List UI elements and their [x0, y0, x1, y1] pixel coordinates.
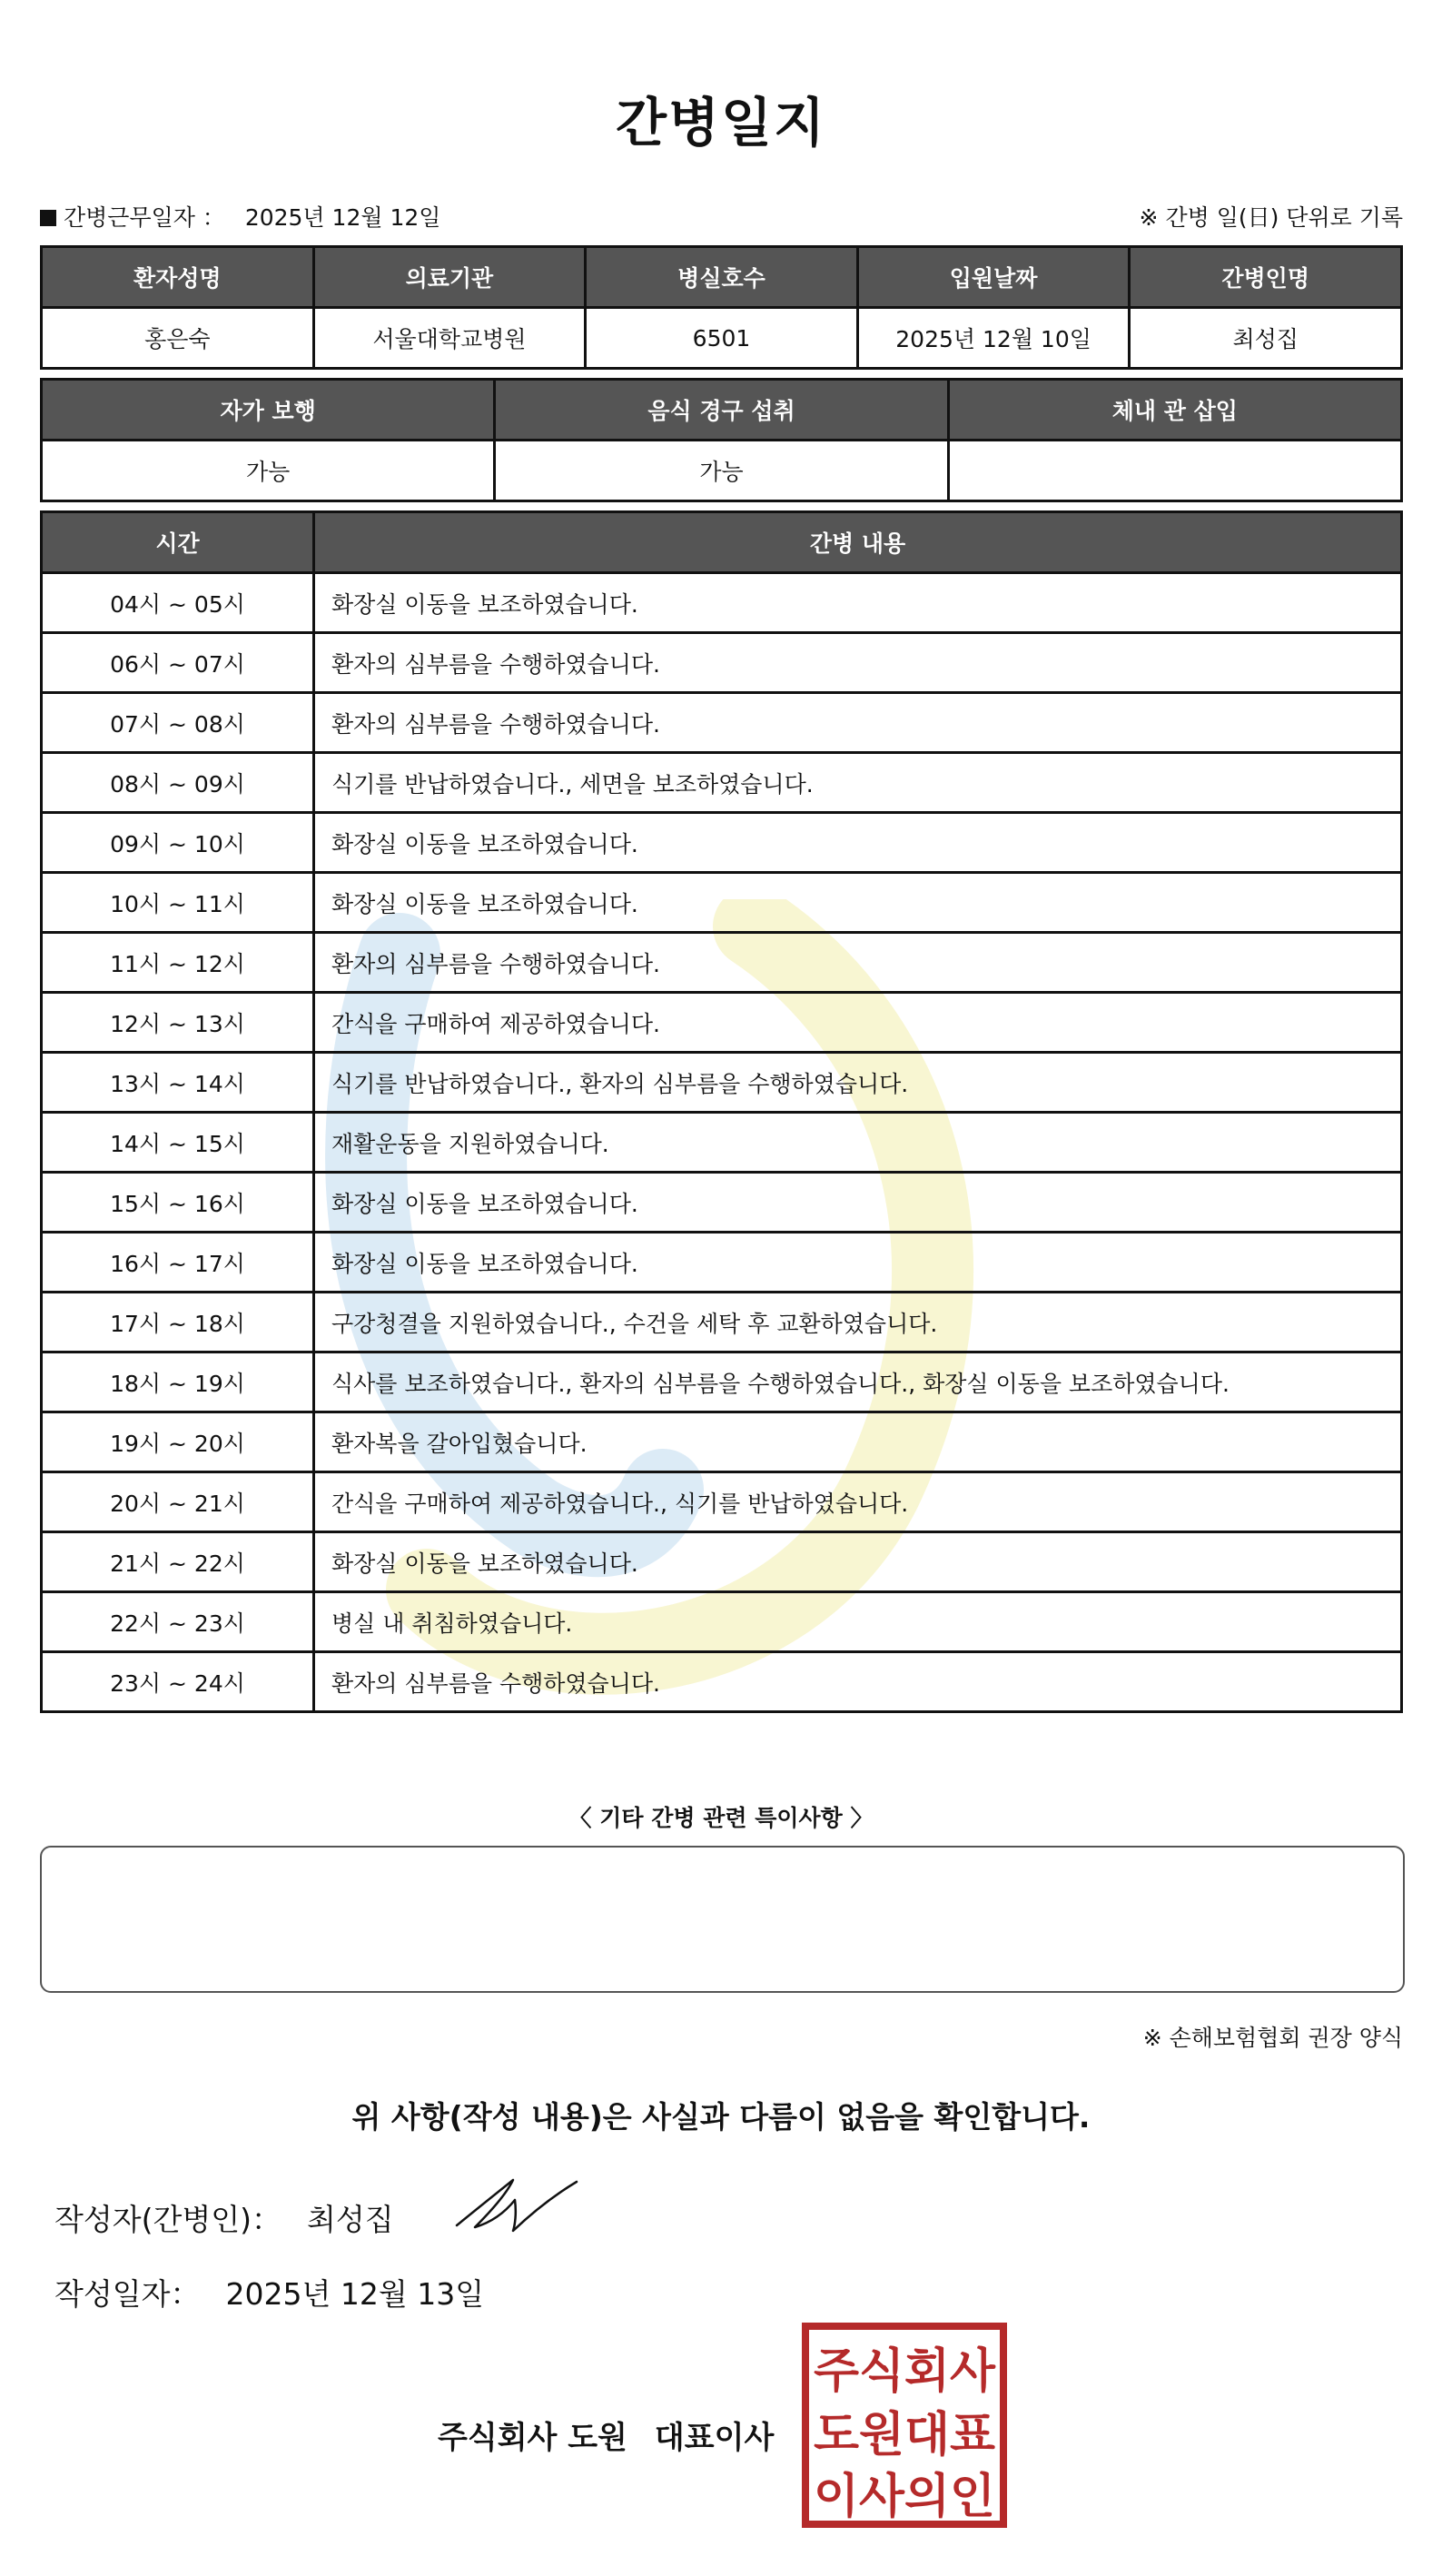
table-row [42, 1412, 1402, 1472]
self-walking-value: 가능 [42, 441, 495, 501]
table-row [42, 753, 1402, 813]
row-content: 식기를 반납하였습니다., 환자의 심부름을 수행하였습니다. [314, 1053, 1402, 1113]
header-oral-intake: 음식 경구 섭취 [495, 380, 948, 441]
row-time: 22시 ~ 23시 [42, 1592, 314, 1652]
company-line [438, 2413, 774, 2457]
table-row [42, 873, 1402, 933]
row-time: 21시 ~ 22시 [42, 1532, 314, 1592]
header-tube-insertion: 체내 관 삽입 [948, 380, 1401, 441]
company-name: 주식회사 도원 [438, 2420, 627, 2456]
table-row [42, 1352, 1402, 1412]
row-content: 구강청결을 지원하였습니다., 수건을 세탁 후 교환하였습니다. [314, 1293, 1402, 1352]
patient-status-table [40, 378, 1403, 502]
header-admission-date: 입원날짜 [857, 247, 1130, 308]
row-time: 18시 ~ 19시 [42, 1352, 314, 1412]
handwritten-signature [449, 2173, 586, 2236]
written-date-line [54, 2271, 484, 2313]
row-content: 병실 내 취침하였습니다. [314, 1592, 1402, 1652]
header-time: 시간 [42, 512, 314, 573]
row-time: 10시 ~ 11시 [42, 873, 314, 933]
header-self-walking: 자가 보행 [42, 380, 495, 441]
svg-text:도원대표: 도원대표 [814, 2408, 995, 2462]
header-room-number: 병실호수 [586, 247, 858, 308]
special-notes-title: 〈 기타 간병 관련 특이사항 〉 [568, 1805, 874, 1831]
table-row [42, 1532, 1402, 1592]
form-source-note: ※ 손해보험협회 권장 양식 [1142, 2025, 1403, 2051]
row-time: 20시 ~ 21시 [42, 1472, 314, 1532]
patient-info-header-row [42, 247, 1402, 308]
header-patient-name: 환자성명 [42, 247, 314, 308]
row-time: 16시 ~ 17시 [42, 1233, 314, 1293]
patient-status-value-row [42, 441, 1402, 501]
row-time: 11시 ~ 12시 [42, 933, 314, 993]
care-work-date [40, 200, 440, 233]
row-content: 식사를 보조하였습니다., 환자의 심부름을 수행하였습니다., 화장실 이동을 보조하였습니다. [314, 1352, 1402, 1412]
table-row [42, 693, 1402, 753]
writer-label: 작성자(간병인)： [54, 2202, 282, 2237]
row-time: 09시 ~ 10시 [42, 813, 314, 873]
row-content: 환자의 심부름을 수행하였습니다. [314, 693, 1402, 753]
row-time: 13시 ~ 14시 [42, 1053, 314, 1113]
row-content: 화장실 이동을 보조하였습니다. [314, 813, 1402, 873]
svg-text:주식회사: 주식회사 [814, 2344, 996, 2399]
row-content: 환자복을 갈아입혔습니다. [314, 1412, 1402, 1472]
table-row [42, 1592, 1402, 1652]
table-row [42, 1293, 1402, 1352]
header-care-content: 간병 내용 [314, 512, 1402, 573]
tube-insertion-value [948, 441, 1401, 501]
care-log-header-row [42, 512, 1402, 573]
oral-intake-value: 가능 [495, 441, 948, 501]
table-row [42, 933, 1402, 993]
table-row [42, 1053, 1402, 1113]
row-time: 08시 ~ 09시 [42, 753, 314, 813]
written-date-label: 작성일자： [54, 2276, 201, 2312]
row-content: 환자의 심부름을 수행하였습니다. [314, 633, 1402, 693]
table-row [42, 1472, 1402, 1532]
row-time: 15시 ~ 16시 [42, 1173, 314, 1233]
header-caregiver-name: 간병인명 [1130, 247, 1402, 308]
hospital-name: 서울대학교병원 [313, 308, 586, 369]
row-time: 14시 ~ 15시 [42, 1113, 314, 1173]
patient-info-table [40, 245, 1403, 370]
row-content: 환자의 심부름을 수행하였습니다. [314, 933, 1402, 993]
row-content: 화장실 이동을 보조하였습니다. [314, 873, 1402, 933]
table-row [42, 573, 1402, 633]
row-content: 환자의 심부름을 수행하였습니다. [314, 1652, 1402, 1712]
row-time: 23시 ~ 24시 [42, 1652, 314, 1712]
care-log-table [40, 510, 1403, 1713]
row-content: 화장실 이동을 보조하였습니다. [314, 573, 1402, 633]
row-time: 07시 ~ 08시 [42, 693, 314, 753]
document-title: 간병일지 [615, 92, 827, 154]
table-row [42, 1113, 1402, 1173]
table-row [42, 1233, 1402, 1293]
company-seal-stamp [801, 2322, 1008, 2529]
row-content: 간식을 구매하여 제공하였습니다. [314, 993, 1402, 1053]
patient-info-value-row [42, 308, 1402, 369]
row-content: 식기를 반납하였습니다., 세면을 보조하였습니다. [314, 753, 1402, 813]
writer-name: 최성집 [307, 2202, 394, 2237]
table-row [42, 993, 1402, 1053]
row-time: 17시 ~ 18시 [42, 1293, 314, 1352]
writer-line [54, 2196, 394, 2239]
table-row [42, 1652, 1402, 1712]
care-work-date-value: 2025년 12월 12일 [244, 204, 441, 231]
svg-text:이사의인: 이사의인 [814, 2470, 995, 2524]
confirmation-statement: 위 사항(작성 내용)은 사실과 다름이 없음을 확인합니다. [351, 2099, 1091, 2135]
special-notes-box [40, 1846, 1405, 1993]
square-bullet-icon [40, 210, 56, 226]
room-number: 6501 [586, 308, 858, 369]
patient-status-header-row [42, 380, 1402, 441]
patient-name: 홍은숙 [42, 308, 314, 369]
care-work-date-label: 간병근무일자 ： [64, 204, 225, 231]
caregiver-name: 최성집 [1130, 308, 1402, 369]
table-row [42, 813, 1402, 873]
record-unit-note: ※ 간병 일(日) 단위로 기록 [1139, 204, 1403, 231]
row-time: 04시 ~ 05시 [42, 573, 314, 633]
row-content: 화장실 이동을 보조하였습니다. [314, 1233, 1402, 1293]
table-row [42, 1173, 1402, 1233]
row-content: 재활운동을 지원하였습니다. [314, 1113, 1402, 1173]
row-time: 19시 ~ 20시 [42, 1412, 314, 1472]
row-time: 06시 ~ 07시 [42, 633, 314, 693]
row-content: 간식을 구매하여 제공하였습니다., 식기를 반납하였습니다. [314, 1472, 1402, 1532]
row-content: 화장실 이동을 보조하였습니다. [314, 1173, 1402, 1233]
written-date-value: 2025년 12월 13일 [225, 2276, 485, 2312]
row-content: 화장실 이동을 보조하였습니다. [314, 1532, 1402, 1592]
admission-date: 2025년 12월 10일 [857, 308, 1130, 369]
header-hospital: 의료기관 [313, 247, 586, 308]
table-row [42, 633, 1402, 693]
representative-title: 대표이사 [654, 2420, 775, 2456]
row-time: 12시 ~ 13시 [42, 993, 314, 1053]
